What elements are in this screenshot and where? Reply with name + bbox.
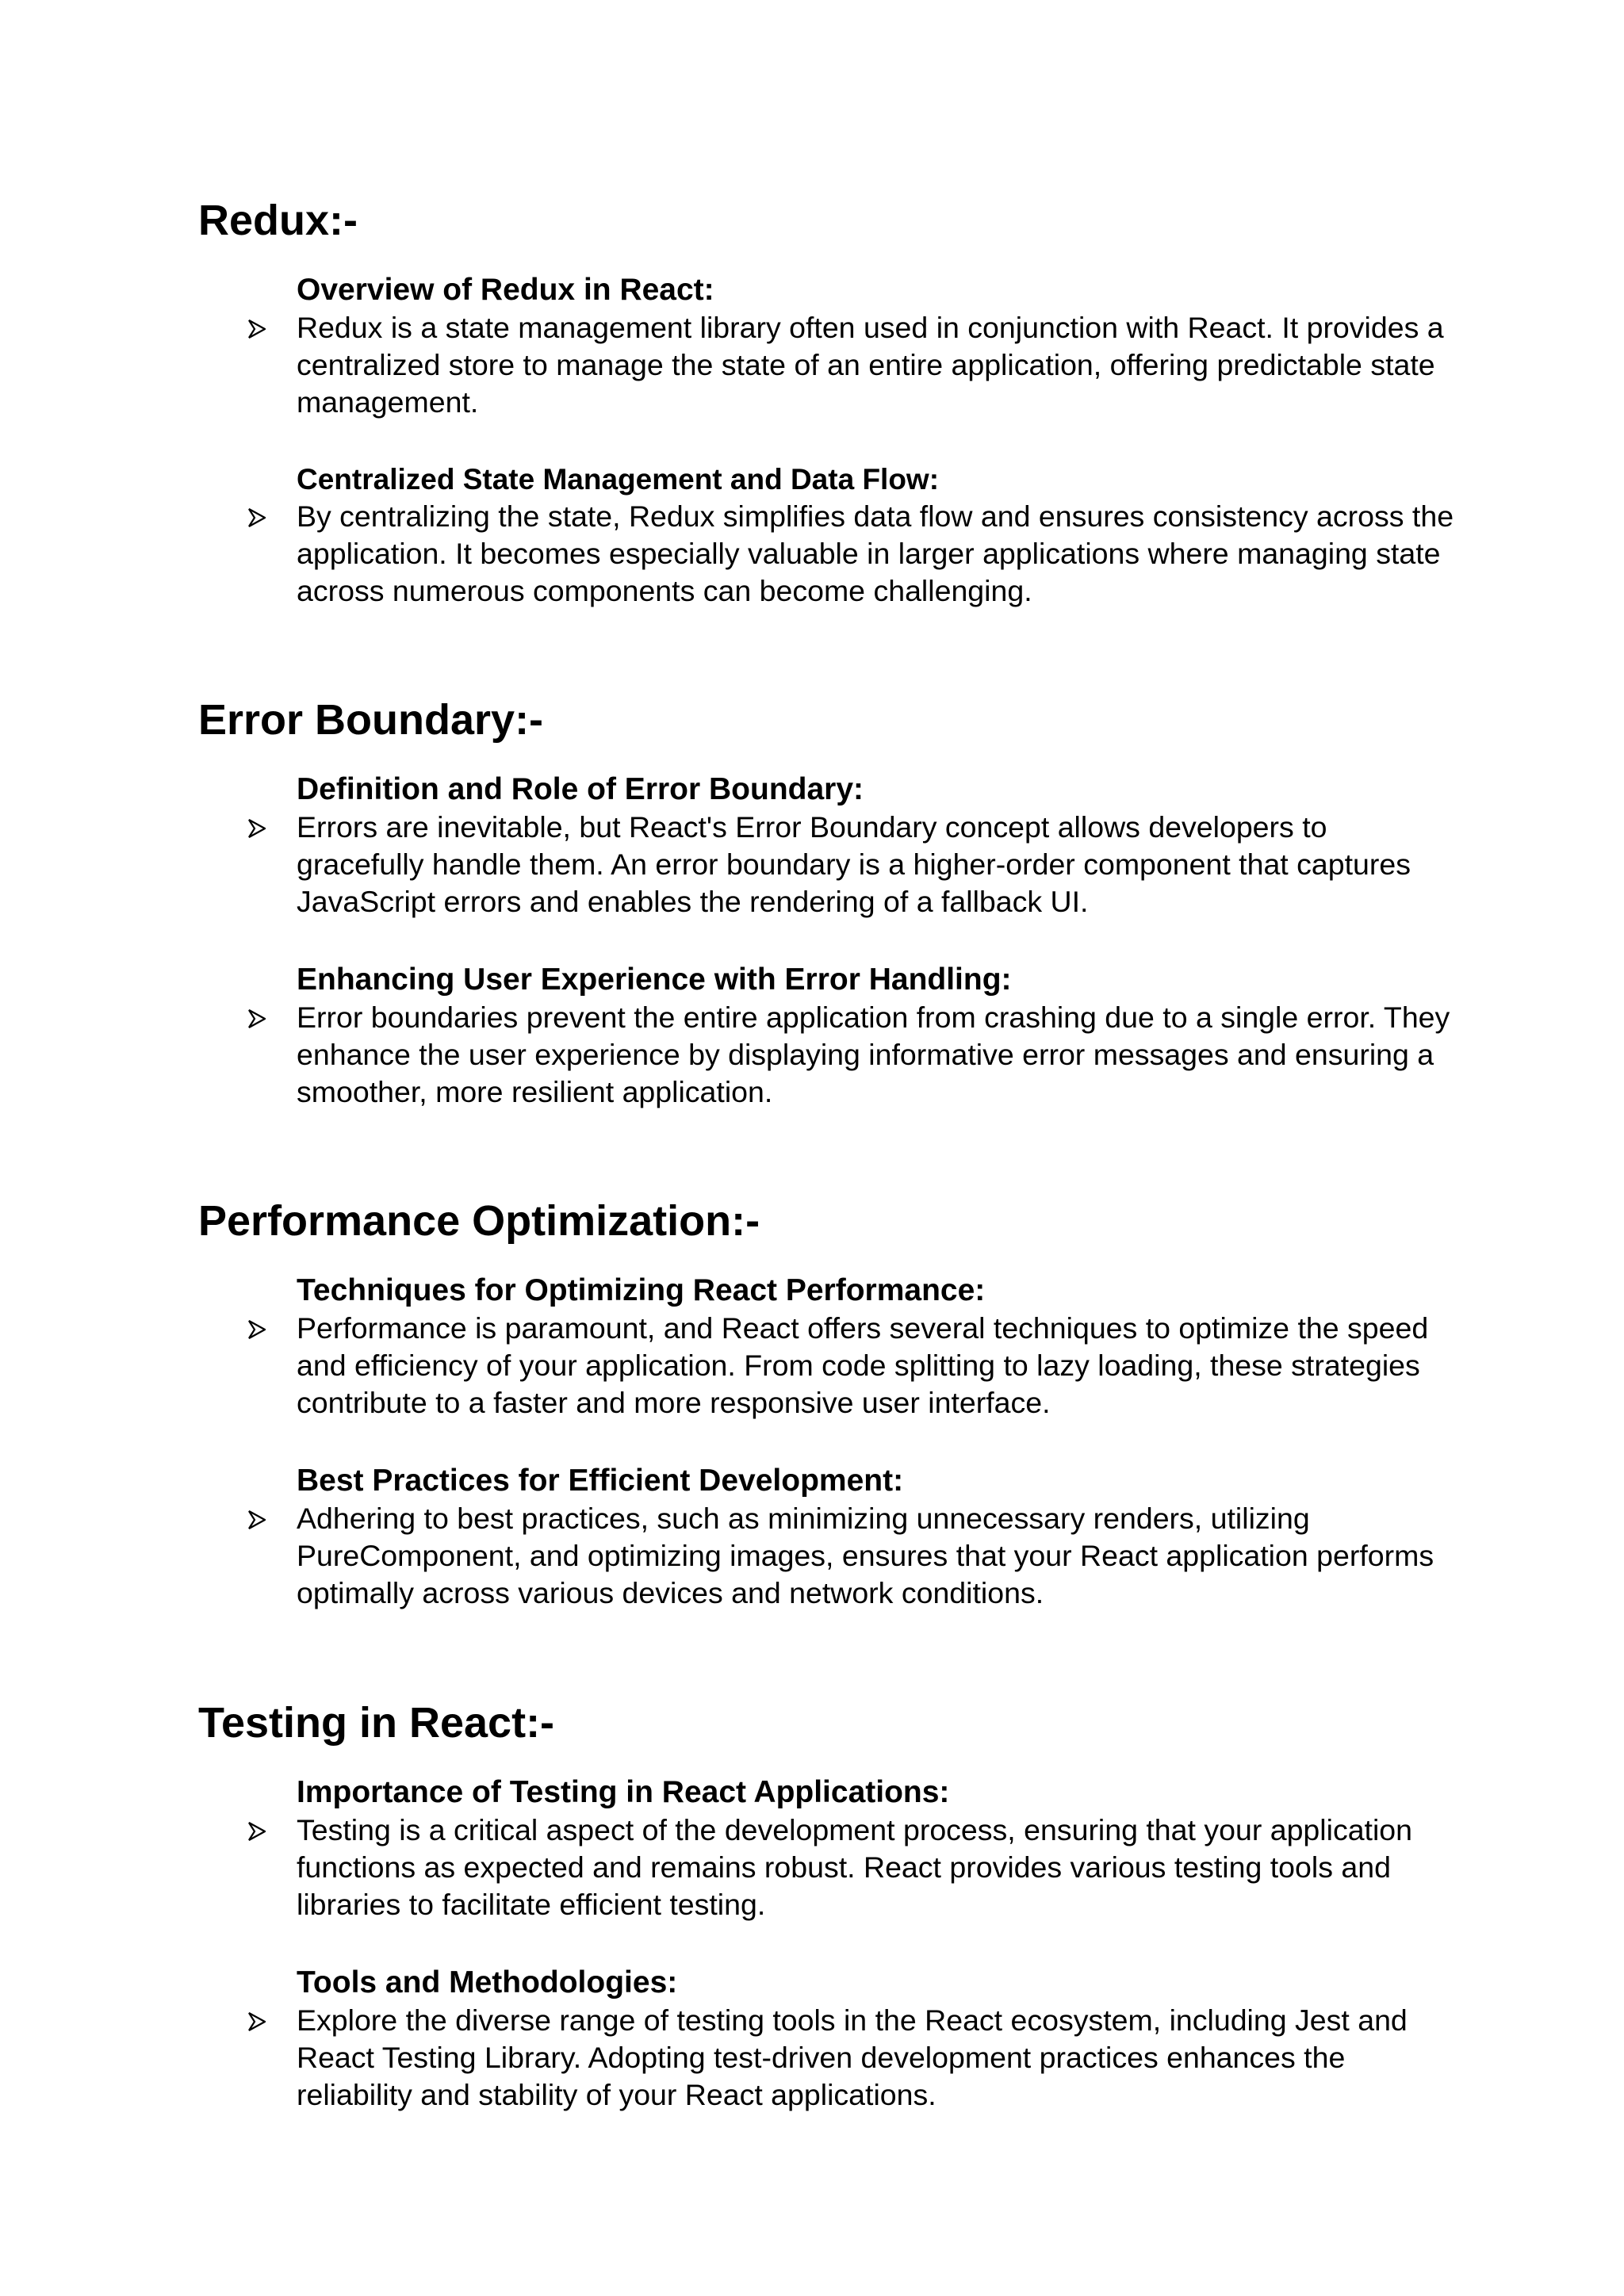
section-heading: Performance Optimization:- (198, 1197, 760, 1245)
subsection-body-text: Error boundaries prevent the entire application from crashing due to a single error. They enhance the user experience by displaying informative error messages and ensuring a smoother, more resilient application. (297, 1001, 1450, 1108)
arrowhead-bullet-icon (248, 508, 266, 527)
subsection-body-text: Errors are inevitable, but React's Error Boundary concept allows developers to gracefully handle them. An error boundary is a higher-order component that captures JavaScript errors and enables the rendering of a fallback UI. (297, 810, 1411, 918)
subsection-heading: Techniques for Optimizing React Performance: (297, 1273, 986, 1307)
subsection-body-text: Redux is a state management library often used in conjunction with React. It provides a centralized store to manage the state of an entire application, offering predictable state management. (297, 311, 1444, 419)
subsection-heading: Importance of Testing in React Applications: (297, 1775, 950, 1809)
subsection-body-text: Testing is a critical aspect of the development process, ensuring that your application functions as expected and remains robust. React provides various testing tools and libraries to facilitate efficient testing. (297, 1813, 1413, 1921)
subsection-heading: Best Practices for Efficient Development: (297, 1464, 904, 1498)
section-heading: Redux:- (198, 197, 358, 244)
subsection-body-text: Adhering to best practices, such as minimizing unnecessary renders, utilizing PureComponent, and optimizing images, ensures that your React application performs optimally across various devices and network conditions. (297, 1502, 1434, 1609)
arrowhead-bullet-icon (248, 819, 266, 838)
section-heading: Error Boundary:- (198, 696, 544, 744)
subsection-heading: Centralized State Management and Data Flow: (297, 463, 940, 496)
arrowhead-bullet-icon (248, 320, 266, 339)
subsection-heading: Overview of Redux in React: (297, 273, 714, 307)
arrowhead-bullet-icon (248, 2012, 266, 2031)
subsection-heading: Tools and Methodologies: (297, 1965, 678, 1999)
subsection-body-text: By centralizing the state, Redux simplifies data flow and ensures consistency across the application. It becomes especially valuable in larger applications where managing state across numerous components can become challenging. (297, 499, 1454, 607)
subsection-heading: Enhancing User Experience with Error Handling: (297, 962, 1012, 997)
arrowhead-bullet-icon (248, 1009, 266, 1028)
subsection-heading: Definition and Role of Error Boundary: (297, 772, 864, 806)
subsection-body-text: Explore the diverse range of testing tools in the React ecosystem, including Jest and React Testing Library. Adopting test-driven development practices enhances the reliability and stability of your React applications. (297, 2003, 1408, 2111)
arrowhead-bullet-icon (248, 1822, 266, 1841)
section-heading: Testing in React:- (198, 1699, 555, 1747)
arrowhead-bullet-icon (248, 1510, 266, 1529)
subsection-body-text: Performance is paramount, and React offers several techniques to optimize the speed and efficiency of your application. From code splitting to lazy loading, these strategies contribute to a faster and more responsive user interface. (297, 1311, 1429, 1419)
arrowhead-bullet-icon (248, 1320, 266, 1339)
